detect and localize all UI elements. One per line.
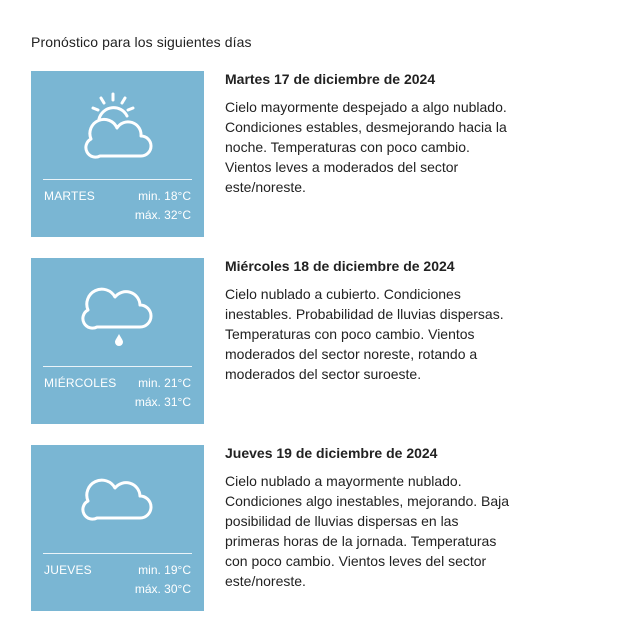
temp-min: min. 19°C	[138, 563, 191, 577]
day-description: Cielo nublado a cubierto. Condiciones inestables. Probabilidad de lluvias dispersas. Temperaturas con poco cambio. Vientos moderados del sector noreste, rotando a moderados del sector suroeste.	[225, 286, 504, 382]
day-date: Jueves 19 de diciembre de 2024	[225, 445, 438, 461]
day-card	[31, 71, 204, 237]
forecast-day-thursday	[31, 445, 591, 613]
day-name: MIÉRCOLES	[44, 376, 117, 390]
temp-min: min. 21°C	[138, 376, 191, 390]
temp-min: min. 18°C	[138, 189, 191, 203]
day-date: Miércoles 18 de diciembre de 2024	[225, 258, 455, 274]
card-divider	[43, 553, 192, 554]
day-name: MARTES	[44, 189, 95, 203]
day-description: Cielo nublado a mayormente nublado. Condiciones algo inestables, mejorando. Baja posibilidad de lluvias dispersas en las primeras horas de la jornada. Temperaturas con poco cambio. Vientos leves del sector este/noreste.	[225, 473, 510, 589]
day-info	[225, 258, 515, 384]
day-name: JUEVES	[44, 563, 92, 577]
cloud-icon	[31, 445, 204, 551]
forecast-day-tuesday	[31, 71, 591, 239]
temp-max: máx. 31°C	[134, 395, 191, 409]
card-divider	[43, 179, 192, 180]
forecast-day-wednesday	[31, 258, 591, 426]
rain-cloud-icon	[31, 258, 204, 364]
day-card	[31, 258, 204, 424]
day-date: Martes 17 de diciembre de 2024	[225, 71, 436, 87]
day-info	[225, 445, 515, 591]
day-info	[225, 71, 515, 197]
temp-max: máx. 32°C	[134, 208, 191, 222]
day-card	[31, 445, 204, 611]
card-divider	[43, 366, 192, 367]
day-description: Cielo mayormente despejado a algo nublado. Condiciones estables, desmejorando hacia la noche. Temperaturas con poco cambio. Vientos leves a moderados del sector este/noreste.	[225, 99, 507, 195]
forecast-heading: Pronóstico para los siguientes días	[31, 34, 252, 50]
temp-max: máx. 30°C	[134, 582, 191, 596]
partly-cloudy-icon	[31, 71, 204, 177]
